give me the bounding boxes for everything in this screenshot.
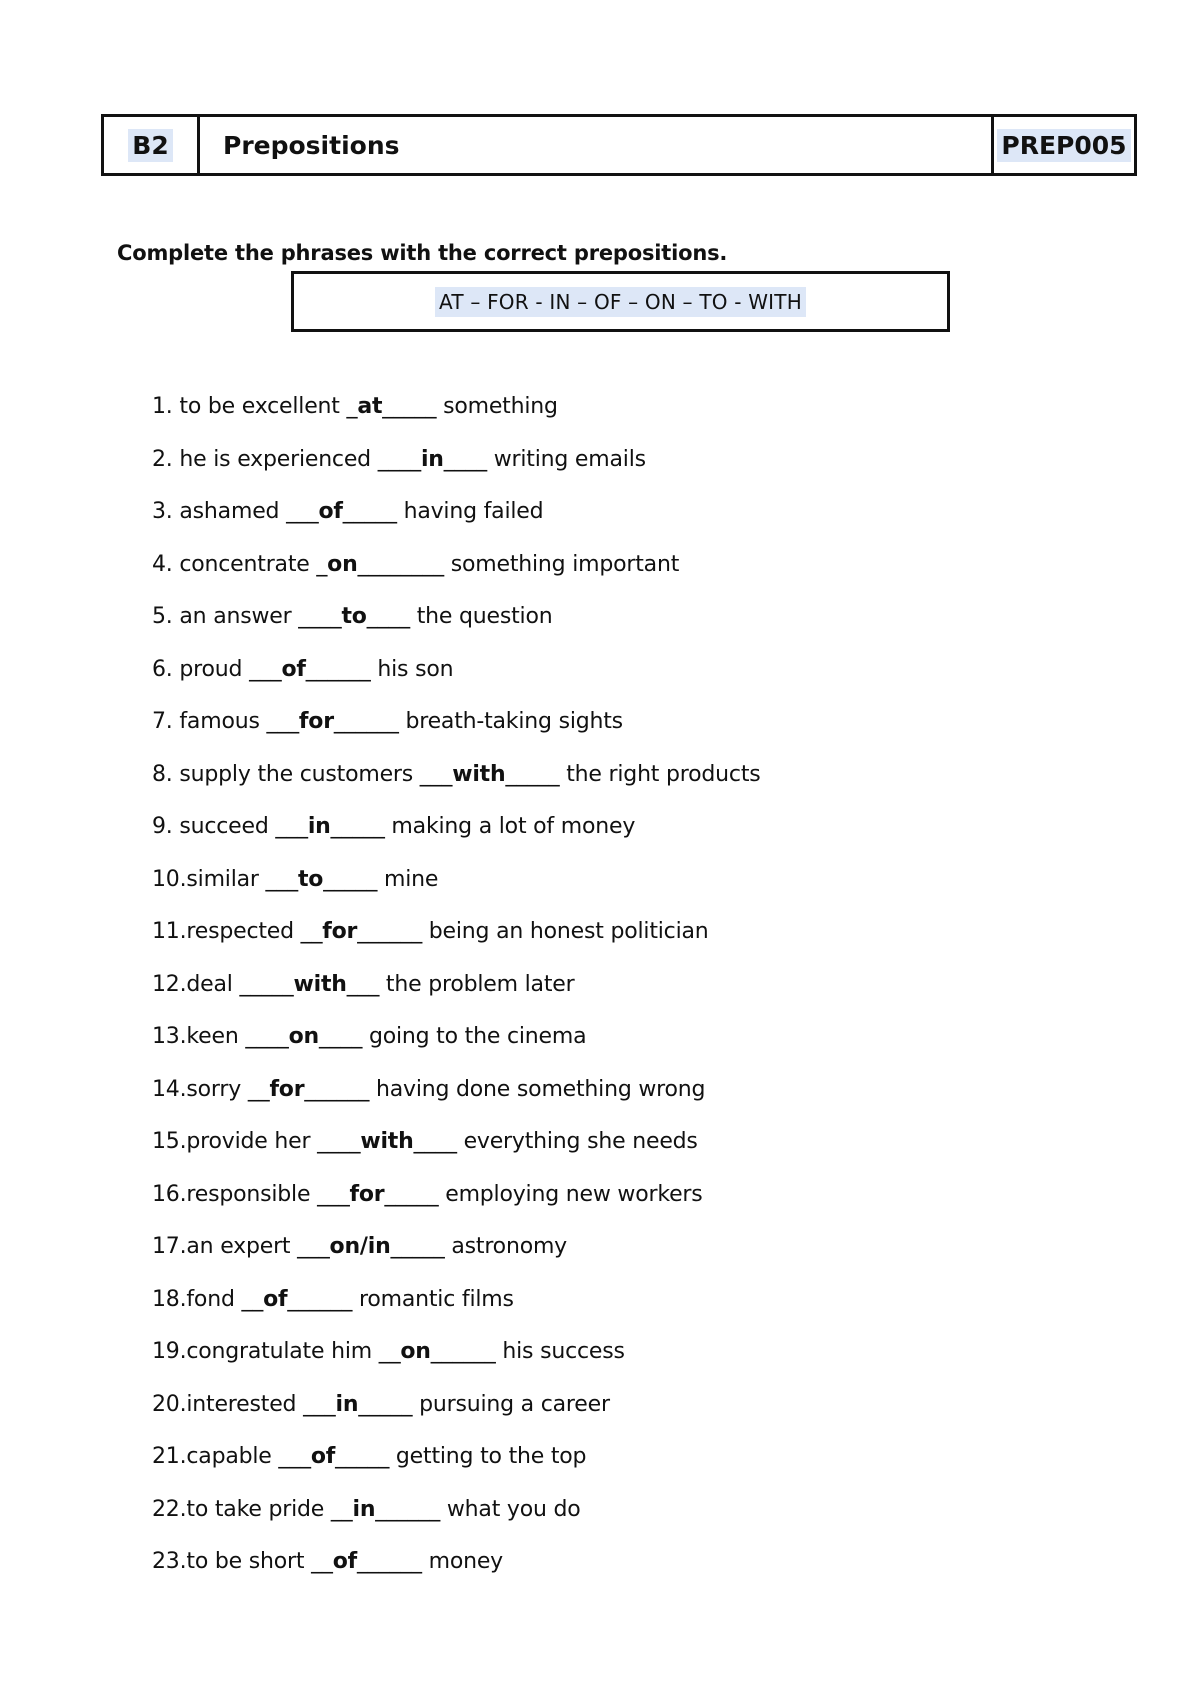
list-item [152,497,761,550]
word-bank-box [291,271,950,332]
item-text-before: he is experienced ____ [179,446,421,472]
list-item [152,1127,761,1180]
item-number: 18. [152,1286,187,1312]
item-answer: to [297,866,324,892]
item-text-before: sorry __ [186,1076,270,1102]
item-text-before: deal _____ [186,971,294,997]
item-text-after: _____ astronomy [390,1234,568,1259]
list-item [152,1285,761,1338]
item-answer: in [335,1391,359,1417]
item-number: 21. [152,1444,187,1469]
item-number: 12. [152,971,187,997]
item-text-before: provide her ____ [186,1129,361,1154]
item-text-before: succeed ___ [179,814,308,839]
list-item [152,917,761,970]
item-answer: with [293,971,347,997]
item-text-after: _____ making a lot of money [330,814,636,839]
list-item [152,655,761,708]
instruction-text: Complete the phrases with the correct prepositions. [117,241,728,265]
item-answer: with [360,1129,414,1154]
item-answer: in [420,446,444,472]
item-answer: in [352,1496,376,1522]
code-cell [994,117,1134,173]
item-text-before: keen ____ [186,1024,289,1049]
worksheet-title: Prepositions [223,130,400,160]
item-number: 23. [152,1549,187,1574]
item-answer: at [357,394,383,419]
item-text-after: _____ getting to the top [335,1444,587,1469]
item-text-after: ____ going to the cinema [318,1024,587,1049]
item-number: 3. [152,499,180,524]
item-text-after: ____ the question [366,604,553,629]
worksheet-header [101,114,1137,176]
list-item [152,602,761,655]
list-item [152,1075,761,1128]
item-number: 9. [152,814,180,839]
item-text-before: to be excellent _ [179,394,358,419]
item-number: 4. [152,551,180,577]
item-number: 20. [152,1391,187,1417]
list-item [152,392,761,445]
item-answer: for [269,1076,305,1102]
item-number: 13. [152,1024,187,1049]
item-text-after: ________ something important [357,551,680,577]
item-answer: to [341,604,367,629]
item-answer: in [307,814,331,839]
list-item [152,550,761,603]
item-number: 7. [152,709,180,734]
item-answer: of [332,1549,357,1574]
item-text-before: to be short __ [186,1549,333,1574]
item-answer: on/in [329,1234,391,1259]
item-text-after: _____ having failed [342,499,544,524]
word-bank: AT – FOR - IN – OF – ON – TO - WITH [435,287,806,317]
item-text-after: ______ being an honest politician [357,919,709,944]
item-text-after: ___ the problem later [346,971,575,997]
item-text-before: to take pride __ [186,1496,353,1522]
item-number: 15. [152,1129,187,1154]
list-item [152,1232,761,1285]
item-number: 19. [152,1339,187,1364]
item-answer: for [349,1181,385,1207]
list-item [152,1390,761,1443]
item-text-before: famous ___ [179,709,299,734]
item-answer: with [452,761,506,787]
item-answer: on [327,551,358,577]
item-number: 8. [152,761,180,787]
title-cell [200,117,994,173]
item-text-after: ______ money [357,1549,503,1574]
item-text-before: an answer ____ [179,604,342,629]
item-answer: of [318,499,343,524]
item-number: 14. [152,1076,187,1102]
list-item [152,1442,761,1495]
item-number: 17. [152,1234,187,1259]
item-number: 5. [152,604,180,629]
item-text-after: ______ his success [430,1339,625,1364]
list-item [152,1180,761,1233]
list-item [152,760,761,813]
item-answer: for [298,709,334,734]
item-answer: on [288,1024,319,1049]
item-answer: on [400,1339,431,1364]
item-answer: of [263,1286,288,1312]
list-item [152,812,761,865]
item-text-before: fond __ [186,1286,264,1312]
item-number: 2. [152,446,180,472]
item-text-before: an expert ___ [186,1234,330,1259]
item-text-after: _____ employing new workers [384,1181,703,1207]
list-item [152,970,761,1023]
list-item [152,865,761,918]
item-text-after: ____ everything she needs [413,1129,698,1154]
item-text-after: ____ writing emails [443,446,646,472]
item-number: 16. [152,1181,187,1207]
item-text-before: concentrate _ [179,551,328,577]
item-text-before: congratulate him __ [186,1339,401,1364]
item-text-after: _____ something [382,394,558,419]
exercise-list [152,392,761,1600]
item-text-before: similar ___ [186,866,298,892]
list-item [152,707,761,760]
item-answer: for [322,919,358,944]
item-text-after: _____ mine [323,866,439,892]
item-text-after: _____ pursuing a career [358,1391,610,1417]
list-item [152,1547,761,1600]
item-text-before: responsible ___ [186,1181,350,1207]
list-item [152,1022,761,1075]
item-answer: of [310,1444,336,1469]
item-text-after: ______ his son [305,656,454,682]
item-number: 1. [152,394,180,419]
item-text-after: ______ having done something wrong [304,1076,706,1102]
item-text-before: capable ___ [186,1444,311,1469]
item-text-after: ______ romantic films [287,1286,514,1312]
item-number: 10. [152,866,187,892]
worksheet-code: PREP005 [997,129,1130,162]
item-number: 6. [152,656,180,682]
level-label: B2 [128,129,172,162]
item-answer: of [281,656,306,682]
list-item [152,445,761,498]
item-number: 22. [152,1496,187,1522]
item-text-after: ______ breath-taking sights [333,709,623,734]
level-cell [104,117,200,173]
item-text-after: ______ what you do [375,1496,581,1522]
item-text-before: ashamed ___ [179,499,319,524]
list-item [152,1337,761,1390]
item-text-before: respected __ [186,919,323,944]
item-text-before: proud ___ [179,656,282,682]
item-text-before: supply the customers ___ [179,761,453,787]
list-item [152,1495,761,1548]
item-text-after: _____ the right products [505,761,761,787]
item-text-before: interested ___ [186,1391,336,1417]
item-number: 11. [152,919,187,944]
